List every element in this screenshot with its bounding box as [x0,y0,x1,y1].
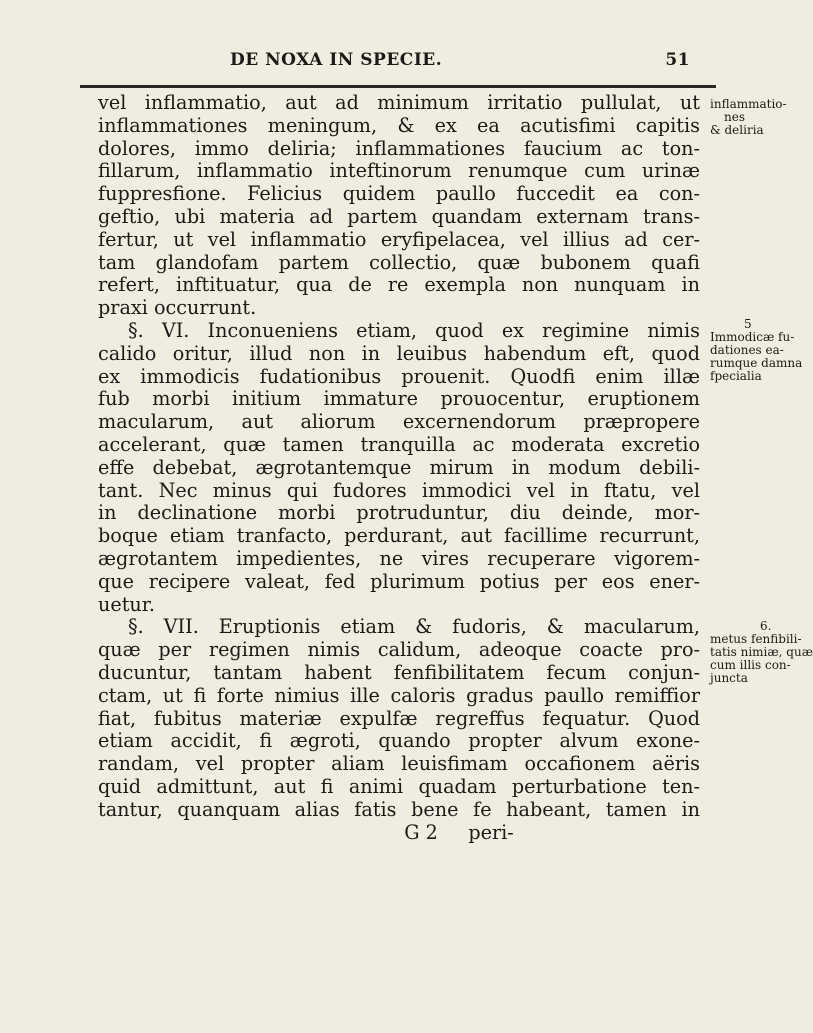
text-line: macularum, aut aliorum excernendorum præpropere [98,410,700,434]
text-line: tantur, quanquam alias fatis bene fe habeant, tamen in [98,797,700,821]
text-line: effe debebat, ægrotantemque mirum in modum debili- [98,455,700,479]
text-line: tant. Nec minus qui fudores immodici vel in ftatu, vel [98,478,700,502]
margin-note-sudation: 5 Immodicæ fu- dationes ea- rumque damna fpecialia [710,317,803,383]
text-line: tam glandofam partem collectio, quæ bubonem quafi [98,250,700,274]
text-line: fertur, ut vel inflammatio eryfipelacea, vel illius ad cer- [98,227,700,251]
text-line: inflammationes meningum, & ex ea acutisfimi capitis [98,113,700,137]
text-line: fub morbi initium immature prouocentur, eruptionem [98,387,700,411]
text-line: geftio, ubi materia ad partem quandam externam trans- [98,204,700,228]
section-heading-line: §. VI. Inconueniens etiam, quod ex regimine nimis [128,318,700,342]
text-line: quæ per regimen nimis calidum, adeoque coacte pro- [98,638,700,662]
running-title: DE NOXA IN SPECIE. [230,50,443,70]
page-number: 51 [665,50,690,70]
text-line: ex immodicis fudationibus prouenit. Quodfi enim illæ [98,364,700,388]
text-line: ctam, ut fi forte nimius ille caloris gradus paullo remiffior [98,683,700,707]
header-rule [80,85,716,88]
text-line: vel inflammatio, aut ad minimum irritatio pullulat, ut [98,91,700,114]
margin-note-inflammation: inflammatio- nes & deliria [710,97,787,137]
text-line: ægrotantem impedientes, ne vires recuperare vigorem- [98,546,700,570]
text-line: refert, inftituatur, qua de re exempla non nunquam in [98,273,700,297]
text-line: boque etiam tranfacto, perdurant, aut facillime recurrunt, [98,524,700,548]
section-heading-line: §. VII. Eruptionis etiam & fudoris, & macularum, [128,615,700,639]
text-line: etiam accidit, fi ægroti, quando propter alvum exone- [98,729,700,753]
text-line: randam, vel propter aliam leuisfimam occafionem aëris [98,752,700,776]
text-line: quid admittunt, aut fi animi quadam perturbatione ten- [98,774,700,798]
text-line: ducuntur, tantam habent fenfibilitatem fecum conjun- [98,660,700,684]
text-line: accelerant, quæ tamen tranquilla ac moderata excretio [98,432,700,456]
text-line: in declinatione morbi protruduntur, diu deinde, mor- [98,501,700,525]
text-line: que recipere valeat, fed plurimum potius per eos ener- [98,569,700,593]
text-line: uetur. [98,592,155,616]
text-line: praxi occurrunt. [98,296,257,320]
text-line: dolores, immo deliria; inflammationes faucium ac ton- [98,136,700,160]
text-line: fillarum, inflammatio inteftinorum renumque cum urinæ [98,159,700,183]
text-line: calido oritur, illud non in leuibus habendum eft, quod [98,341,700,365]
signature-catchword-line: G 2 peri- [404,820,514,844]
margin-note-sensibility: 6. metus fenfibili- tatis nimiæ, quæ cum illis con- juncta [710,619,813,685]
body-text [98,92,700,844]
page-header [230,50,710,80]
text-line: fiat, fubitus materiæ expulfæ regreffus fequatur. Quod [98,706,700,730]
text-line: fuppresfione. Felicius quidem paullo fuccedit ea con- [98,182,700,206]
